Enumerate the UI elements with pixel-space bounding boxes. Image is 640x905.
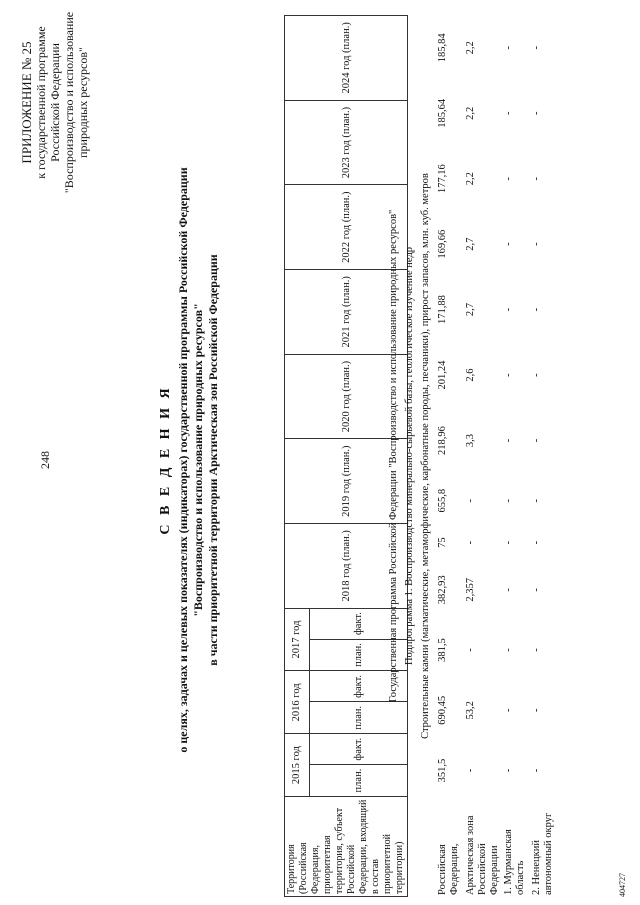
fact-header: факт.: [309, 671, 407, 702]
value-cell: -: [503, 438, 514, 443]
plan-header: план.: [309, 639, 407, 671]
appendix-heading: [20, 0, 90, 205]
value-cell: -: [503, 373, 514, 377]
value-cell: -: [503, 648, 514, 652]
value-cell: -: [465, 540, 476, 545]
year-header: 2022 год (план.): [285, 185, 408, 270]
value-cell: -: [503, 708, 514, 713]
value-cell: -: [531, 648, 542, 652]
value-cell: 382,93: [437, 575, 448, 605]
territory-cell: [502, 798, 530, 897]
title-line: "Воспроизводство и использование природных ресурсов": [191, 303, 205, 617]
subprogram-title: Подпрограмма 1. Воспроизводство минерально-сырьевой базы, геологическое изучение недр: [404, 246, 415, 666]
row-number: 1.: [503, 887, 514, 895]
table-row: [502, 15, 530, 897]
appendix-line: природных ресурсов": [76, 47, 90, 158]
appendix-line: Российской Федерации: [48, 43, 62, 162]
value-cell: -: [531, 768, 542, 773]
value-cell: -: [503, 242, 514, 246]
title-line: в части приоритетной территории Арктическая зон Российской Федерации: [206, 254, 220, 666]
value-cell: 2,6: [465, 368, 476, 382]
territory-name: Арктическая зона Российской Федерации: [465, 815, 500, 895]
territory-name: Мурманская область: [503, 829, 526, 895]
plan-header: план.: [309, 765, 407, 797]
value-cell: -: [531, 438, 542, 443]
territory-name: Ненецкий автономный округ: [531, 812, 554, 895]
plan-header: план.: [309, 702, 407, 734]
territory-cell: [530, 798, 558, 897]
table-row: [530, 15, 558, 897]
value-cell: 53,2: [465, 701, 476, 720]
year-header: 2023 год (план.): [285, 100, 408, 185]
program-title: Государственная программа Российской Федерации "Воспроизводство и использование природных ресурсов": [388, 209, 399, 703]
value-cell: 655,8: [437, 488, 448, 513]
title-heading: С В Е Д Е Н И Я: [158, 385, 173, 535]
year-header: 2018 год (план.): [285, 524, 408, 609]
appendix-line: ПРИЛОЖЕНИЕ № 25: [19, 41, 34, 164]
value-cell: -: [531, 373, 542, 377]
value-cell: -: [531, 498, 542, 503]
value-cell: 185,64: [437, 98, 448, 128]
value-cell: -: [531, 708, 542, 713]
table-row: [436, 15, 464, 897]
value-cell: -: [465, 648, 476, 652]
value-cell: -: [531, 307, 542, 312]
table-row: [464, 15, 502, 897]
document-title: [158, 135, 221, 785]
value-cell: -: [503, 111, 514, 115]
value-cell: -: [531, 540, 542, 545]
fact-header: факт.: [309, 608, 407, 639]
value-cell: 185,84: [437, 33, 448, 63]
territory-header: Территория (Российская Федерация, приоритетная территория, субъект Российской Федерации, входящий в состав приоритетной территории): [285, 797, 408, 897]
value-cell: -: [503, 768, 514, 773]
value-cell: -: [531, 242, 542, 246]
value-cell: -: [503, 46, 514, 50]
year-header: 2019 год (план.): [285, 439, 408, 524]
document-code: 404727: [618, 873, 627, 897]
value-cell: -: [465, 768, 476, 773]
territory-name: Российская Федерация,: [437, 843, 460, 895]
value-cell: 690,45: [437, 695, 448, 725]
value-cell: 75: [437, 537, 448, 548]
value-cell: 2,7: [465, 237, 476, 251]
indicator-title: Строительные камни (магматические, метаморфические, карбонатные породы, песчаники), прирост запасов, млн. куб. метров: [420, 173, 431, 739]
value-cell: 169,66: [437, 229, 448, 259]
territory-cell: [436, 798, 464, 897]
value-cell: -: [503, 176, 514, 181]
value-cell: 218,96: [437, 426, 448, 455]
appendix-line: к государственной программе: [34, 26, 48, 179]
year-header: 2020 год (план.): [285, 354, 408, 439]
value-cell: -: [465, 498, 476, 503]
value-cell: -: [531, 588, 542, 592]
value-cell: -: [531, 46, 542, 50]
year-header: 2016 год: [285, 671, 310, 734]
value-cell: 2,357: [465, 578, 476, 602]
value-cell: 2,2: [465, 172, 476, 186]
fact-header: факт.: [309, 734, 407, 765]
value-cell: 171,88: [437, 295, 448, 325]
indicators-table-body: [436, 15, 558, 897]
value-cell: -: [531, 111, 542, 115]
title-line: о целях, задачах и целевых показателях (индикаторах) государственной программы Российской Федерации: [176, 167, 190, 753]
year-header: 2015 год: [285, 734, 310, 797]
value-cell: 2,2: [465, 41, 476, 55]
value-cell: -: [503, 307, 514, 312]
value-cell: 381,5: [437, 638, 448, 662]
value-cell: -: [503, 588, 514, 592]
value-cell: -: [503, 498, 514, 503]
value-cell: 2,2: [465, 106, 476, 120]
year-header: 2017 год: [285, 608, 310, 671]
value-cell: 2,7: [465, 303, 476, 317]
value-cell: -: [531, 176, 542, 181]
territory-cell: [464, 798, 502, 897]
row-number: 2.: [531, 887, 542, 895]
value-cell: 177,16: [437, 164, 448, 194]
appendix-line: "Воспроизводство и использование: [62, 11, 76, 194]
value-cell: -: [503, 540, 514, 545]
year-header: 2024 год (план.): [285, 16, 408, 101]
year-header: 2021 год (план.): [285, 270, 408, 355]
page-number: 248: [38, 451, 52, 469]
value-cell: 3,3: [465, 433, 476, 448]
value-cell: 201,24: [437, 360, 448, 390]
value-cell: 351,5: [437, 758, 448, 783]
